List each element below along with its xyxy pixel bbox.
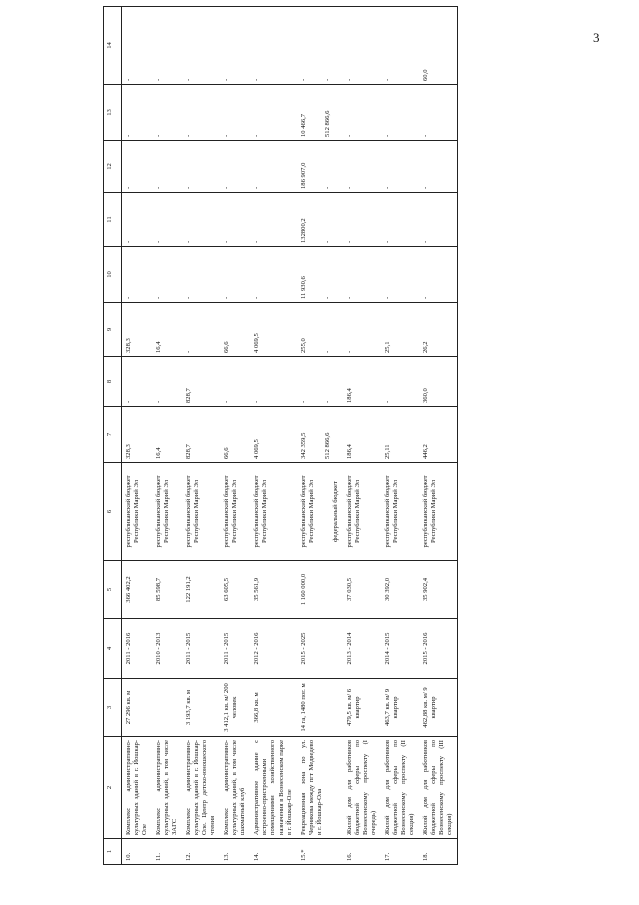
- amount-v11-primary: -: [155, 240, 163, 243]
- amount-v12: [122, 141, 153, 193]
- amount-v12-secondary: -: [323, 186, 331, 189]
- amount-v9-primary: 26,2: [421, 341, 429, 353]
- amount-v13: [220, 85, 250, 141]
- amount-v7-primary: 25,11: [383, 444, 391, 459]
- funding-source: [152, 463, 182, 561]
- amount-v14: [343, 7, 381, 85]
- table-row: [343, 7, 381, 865]
- object-name: Административное здание с встроенно-пристроенными помещениями хозяйственного назначения в Вознесенском парке в г. Йошкар-Оле: [250, 737, 296, 839]
- amount-v13: [297, 85, 343, 141]
- capacity: 3 193,7 кв. м: [182, 679, 220, 737]
- amount-v7-primary: 828,7: [185, 444, 193, 459]
- period: 2012 - 2016: [250, 619, 296, 679]
- table-row: [182, 7, 220, 865]
- amount-v13: [182, 85, 220, 141]
- amount-v11: [297, 193, 343, 247]
- amount-v10: [122, 247, 153, 303]
- object-name: Комплекс административно-культурных зданий, в том числе ЗАГС: [152, 737, 182, 839]
- amount-v7-primary: 66,6: [223, 447, 231, 459]
- amount-v14-primary: -: [383, 78, 391, 81]
- funding-source: [297, 463, 343, 561]
- amount-v14: [250, 7, 296, 85]
- amount-v11-primary: -: [223, 240, 231, 243]
- column-header: 9: [104, 303, 122, 357]
- amount-v9: [381, 303, 419, 357]
- amount-v12-primary: -: [125, 186, 132, 189]
- amount-v12-primary: -: [155, 186, 163, 189]
- amount-v13: [381, 85, 419, 141]
- amount-v10: [343, 247, 381, 303]
- column-header: 10: [104, 247, 122, 303]
- amount-v14: [122, 7, 153, 85]
- investment-table: [103, 6, 458, 865]
- amount-v13-primary: -: [125, 134, 132, 137]
- amount-v8-primary: -: [125, 400, 132, 403]
- amount-v12: [297, 141, 343, 193]
- amount-v7: [182, 407, 220, 463]
- amount-v8-primary: -: [299, 400, 307, 403]
- column-header: 12: [104, 141, 122, 193]
- capacity: 463,7 кв. м/ 9 квартир: [381, 679, 419, 737]
- object-name: Жилой дом для работников бюджетной сферы по Вознесенскому проспекту (II секция): [381, 737, 419, 839]
- amount-v11: [419, 193, 458, 247]
- amount-v10-primary: 11 930,6: [299, 276, 307, 299]
- column-header: 13: [104, 85, 122, 141]
- amount-v9-primary: 66,6: [223, 341, 231, 353]
- amount-v9: [220, 303, 250, 357]
- amount-v14: [381, 7, 419, 85]
- capacity: [152, 679, 182, 737]
- amount-v9: [343, 303, 381, 357]
- capacity: 14 га, 1480 пог. м: [297, 679, 343, 737]
- row-number: 16.: [343, 839, 381, 865]
- amount-v11: [381, 193, 419, 247]
- object-name: Жилой дом для работников бюджетной сферы по Вознесенскому проспекту (III секция): [419, 737, 458, 839]
- amount-v13: [343, 85, 381, 141]
- amount-v10-primary: -: [155, 296, 163, 299]
- funding-source-secondary: федеральный бюджет: [331, 481, 339, 542]
- amount-v11-primary: -: [421, 240, 429, 243]
- amount-v10: [220, 247, 250, 303]
- funding-source: [182, 463, 220, 561]
- table-row: [220, 7, 250, 865]
- column-header: 14: [104, 7, 122, 85]
- amount-v9: [122, 303, 153, 357]
- amount-v12-primary: -: [253, 186, 261, 189]
- amount-v12-primary: -: [421, 186, 429, 189]
- amount-v8-primary: -: [155, 400, 163, 403]
- amount-v9-primary: -: [185, 350, 193, 353]
- row-number: 11.: [152, 839, 182, 865]
- period: 2013 - 2014: [343, 619, 381, 679]
- estimated-cost: 35 902,4: [419, 561, 458, 619]
- amount-v13-primary: -: [155, 134, 163, 137]
- amount-v10-primary: -: [345, 296, 353, 299]
- column-header: 6: [104, 463, 122, 561]
- amount-v13-primary: -: [185, 134, 193, 137]
- amount-v9-primary: 328,3: [125, 338, 132, 353]
- amount-v14: [297, 7, 343, 85]
- amount-v9-secondary: -: [323, 350, 331, 353]
- amount-v11: [220, 193, 250, 247]
- column-header: 3: [104, 679, 122, 737]
- amount-v12: [182, 141, 220, 193]
- amount-v11: [250, 193, 296, 247]
- amount-v8: [152, 357, 182, 407]
- amount-v8-primary: 186,4: [345, 388, 353, 403]
- funding-source: [343, 463, 381, 561]
- header-row: [104, 7, 122, 865]
- amount-v12: [419, 141, 458, 193]
- object-name: Комплекс административно-культурных зданий в г. Йошкар-Оле. Центр детско-юношеского чтения: [182, 737, 220, 839]
- amount-v8: [220, 357, 250, 407]
- column-header: 11: [104, 193, 122, 247]
- funding-source-primary: республиканский бюджет Республики Марий Эл: [223, 475, 239, 548]
- amount-v9-primary: 16,4: [155, 341, 163, 353]
- amount-v14: [220, 7, 250, 85]
- amount-v13-primary: -: [223, 134, 231, 137]
- funding-source-primary: республиканский бюджет Республики Марий Эл: [185, 475, 201, 548]
- estimated-cost: 35 561,9: [250, 561, 296, 619]
- row-number: 14.: [250, 839, 296, 865]
- column-header: 1: [104, 839, 122, 865]
- amount-v14-primary: -: [299, 78, 307, 81]
- table-row: [122, 7, 153, 865]
- amount-v11: [122, 193, 153, 247]
- amount-v7-primary: 446,2: [421, 444, 429, 459]
- column-header: 8: [104, 357, 122, 407]
- amount-v9: [250, 303, 296, 357]
- amount-v7: [220, 407, 250, 463]
- amount-v8: [122, 357, 153, 407]
- amount-v13: [250, 85, 296, 141]
- funding-source-primary: республиканский бюджет Республики Марий Эл: [253, 475, 269, 548]
- period: 2015 - 2016: [419, 619, 458, 679]
- amount-v7-primary: 16,4: [155, 447, 163, 459]
- amount-v10: [250, 247, 296, 303]
- row-number: 10.: [122, 839, 153, 865]
- funding-source-primary: республиканский бюджет Республики Марий Эл: [299, 475, 315, 548]
- object-name: Жилой дом для работников бюджетной сферы по Вознесенскому проспекту (I очередь): [343, 737, 381, 839]
- amount-v8: [381, 357, 419, 407]
- row-number: 12.: [182, 839, 220, 865]
- amount-v10: [381, 247, 419, 303]
- amount-v7-primary: 328,3: [125, 444, 132, 459]
- amount-v8: [250, 357, 296, 407]
- table-row: [419, 7, 458, 865]
- amount-v7: [419, 407, 458, 463]
- table-row: [152, 7, 182, 865]
- funding-source: [419, 463, 458, 561]
- estimated-cost: 1 160 000,0: [297, 561, 343, 619]
- estimated-cost: 30 392,0: [381, 561, 419, 619]
- amount-v11: [182, 193, 220, 247]
- estimated-cost: 63 605,5: [220, 561, 250, 619]
- estimated-cost: 37 030,5: [343, 561, 381, 619]
- amount-v8-primary: -: [253, 400, 261, 403]
- amount-v8: [419, 357, 458, 407]
- amount-v12-primary: -: [345, 186, 353, 189]
- amount-v11: [343, 193, 381, 247]
- funding-source-primary: республиканский бюджет Республики Марий Эл: [383, 475, 399, 548]
- column-header: 5: [104, 561, 122, 619]
- amount-v9: [182, 303, 220, 357]
- amount-v12: [220, 141, 250, 193]
- amount-v13-primary: -: [253, 134, 261, 137]
- amount-v11-primary: -: [185, 240, 193, 243]
- amount-v7: [297, 407, 343, 463]
- amount-v9-primary: -: [345, 350, 353, 353]
- period: 2011 - 2015: [182, 619, 220, 679]
- amount-v14: [152, 7, 182, 85]
- amount-v7-primary: 342 359,5: [299, 432, 307, 459]
- funding-source: [381, 463, 419, 561]
- table-body: [122, 7, 458, 865]
- amount-v14-primary: 60,0: [421, 69, 429, 81]
- amount-v10-primary: -: [253, 296, 261, 299]
- amount-v13-primary: -: [383, 134, 391, 137]
- amount-v12-primary: -: [223, 186, 231, 189]
- row-number: 18.: [419, 839, 458, 865]
- funding-source-primary: республиканский бюджет Республики Марий Эл: [421, 475, 437, 548]
- amount-v10: [419, 247, 458, 303]
- amount-v7: [152, 407, 182, 463]
- amount-v12-primary: -: [185, 186, 193, 189]
- amount-v11-primary: 132800,2: [299, 218, 307, 243]
- row-number: 13.: [220, 839, 250, 865]
- amount-v7: [343, 407, 381, 463]
- amount-v11-primary: -: [345, 240, 353, 243]
- amount-v10-primary: -: [125, 296, 132, 299]
- amount-v9: [297, 303, 343, 357]
- funding-source: [220, 463, 250, 561]
- amount-v14-primary: -: [155, 78, 163, 81]
- amount-v14-primary: -: [125, 78, 132, 81]
- amount-v9: [419, 303, 458, 357]
- table-row: [250, 7, 296, 865]
- rotated-table-container: [103, 7, 623, 865]
- amount-v11-secondary: -: [323, 240, 331, 243]
- amount-v8-primary: 828,7: [185, 388, 193, 403]
- amount-v13: [419, 85, 458, 141]
- object-name: Рекреационная зона по ул. Чернякова между пгт Медведево и г. Йошкар-Ола: [297, 737, 343, 839]
- amount-v7-primary: 4 069,5: [253, 439, 261, 459]
- capacity: 462,88 кв. м/ 9 квартир: [419, 679, 458, 737]
- amount-v14-secondary: -: [323, 78, 331, 81]
- amount-v12-primary: -: [383, 186, 391, 189]
- object-name: Комплекс административно-культурных зданий в г. Йошкар-Оле: [122, 737, 153, 839]
- period: 2011 - 2016: [122, 619, 153, 679]
- funding-source-primary: республиканский бюджет Республики Марий Эл: [155, 475, 171, 548]
- amount-v11-primary: -: [125, 240, 132, 243]
- amount-v10-primary: -: [383, 296, 391, 299]
- amount-v14-primary: -: [185, 78, 193, 81]
- amount-v8-primary: -: [383, 400, 391, 403]
- amount-v11-primary: -: [383, 240, 391, 243]
- amount-v13-primary: 10 466,7: [299, 113, 307, 137]
- amount-v14: [419, 7, 458, 85]
- capacity: 3 412,1 кв. м/ 200 человек: [220, 679, 250, 737]
- amount-v10-primary: -: [223, 296, 231, 299]
- amount-v10-primary: -: [185, 296, 193, 299]
- amount-v8-primary: 360,0: [421, 388, 429, 403]
- period: 2015 - 2025: [297, 619, 343, 679]
- amount-v13-secondary: 512 866,6: [323, 110, 331, 137]
- amount-v10: [182, 247, 220, 303]
- table-row: [297, 7, 343, 865]
- amount-v9-primary: 25,1: [383, 341, 391, 353]
- amount-v7-secondary: 512 866,6: [323, 432, 331, 459]
- row-number: 15.*: [297, 839, 343, 865]
- funding-source-primary: республиканский бюджет Республики Марий Эл: [345, 475, 361, 548]
- amount-v14-primary: -: [345, 78, 353, 81]
- amount-v11: [152, 193, 182, 247]
- object-name: Комплекс административно-культурных зданий, в том числе шахматный клуб: [220, 737, 250, 839]
- amount-v8-primary: -: [223, 400, 231, 403]
- amount-v12-primary: 186 907,0: [299, 162, 307, 189]
- amount-v10-secondary: -: [323, 296, 331, 299]
- amount-v7: [250, 407, 296, 463]
- amount-v14-primary: -: [253, 78, 261, 81]
- amount-v7: [122, 407, 153, 463]
- amount-v12: [152, 141, 182, 193]
- amount-v7: [381, 407, 419, 463]
- column-header: 2: [104, 737, 122, 839]
- amount-v10: [297, 247, 343, 303]
- amount-v13-primary: -: [345, 134, 353, 137]
- amount-v8-secondary: -: [323, 400, 331, 403]
- capacity: 479,5 кв. м/ 6 квартир: [343, 679, 381, 737]
- capacity: 366,8 кв. м: [250, 679, 296, 737]
- amount-v8: [343, 357, 381, 407]
- amount-v13-primary: -: [421, 134, 429, 137]
- capacity: 27 296 кв. м: [122, 679, 153, 737]
- amount-v7-primary: 186,4: [345, 444, 353, 459]
- row-number: 17.: [381, 839, 419, 865]
- period: 2011 - 2015: [220, 619, 250, 679]
- amount-v10: [152, 247, 182, 303]
- period: 2010 - 2013: [152, 619, 182, 679]
- amount-v8: [297, 357, 343, 407]
- page-number: 3: [593, 30, 600, 45]
- amount-v14: [182, 7, 220, 85]
- amount-v13: [122, 85, 153, 141]
- amount-v12: [343, 141, 381, 193]
- column-header: 7: [104, 407, 122, 463]
- amount-v13: [152, 85, 182, 141]
- amount-v12: [381, 141, 419, 193]
- estimated-cost: 85 598,7: [152, 561, 182, 619]
- amount-v10-primary: -: [421, 296, 429, 299]
- amount-v9-primary: 4 069,5: [253, 333, 261, 353]
- estimated-cost: 122 191,2: [182, 561, 220, 619]
- amount-v14-primary: -: [223, 78, 231, 81]
- amount-v12: [250, 141, 296, 193]
- estimated-cost: 366 402,2: [122, 561, 153, 619]
- column-header: 4: [104, 619, 122, 679]
- funding-source: [122, 463, 153, 561]
- amount-v9: [152, 303, 182, 357]
- funding-source-primary: республиканский бюджет Республики Марий Эл: [125, 475, 141, 548]
- table-row: [381, 7, 419, 865]
- funding-source: [250, 463, 296, 561]
- amount-v11-primary: -: [253, 240, 261, 243]
- amount-v9-primary: 255,0: [299, 338, 307, 353]
- period: 2014 - 2015: [381, 619, 419, 679]
- amount-v8: [182, 357, 220, 407]
